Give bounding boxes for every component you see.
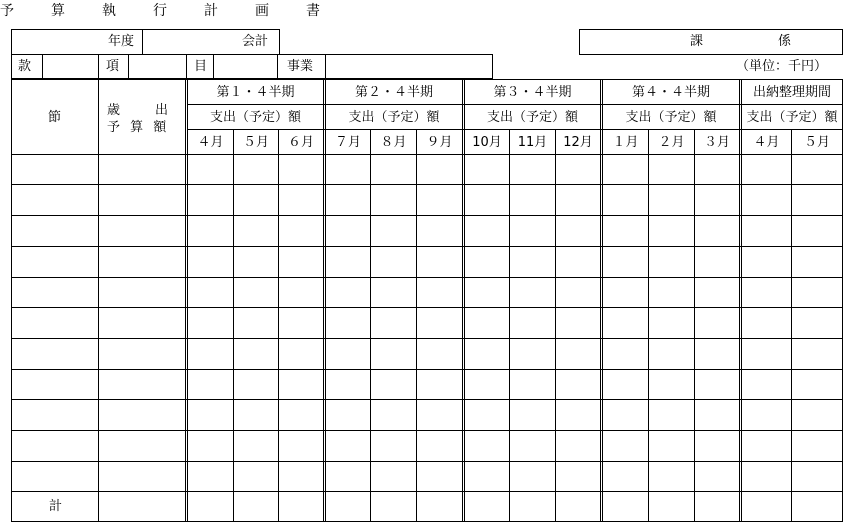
amount-cell[interactable]	[556, 308, 601, 337]
amount-cell[interactable]	[326, 462, 369, 490]
month-header: ５月	[803, 135, 830, 150]
amount-cell[interactable]	[188, 400, 232, 429]
title-char: 書	[306, 3, 320, 19]
amount-cell[interactable]	[510, 370, 554, 398]
budget-cell[interactable]	[99, 247, 186, 276]
amount-cell[interactable]	[188, 492, 232, 519]
month-header: 10月	[472, 135, 502, 150]
amount-cell[interactable]	[510, 185, 554, 214]
setsu-cell[interactable]	[12, 370, 97, 398]
amount-cell[interactable]	[234, 278, 277, 306]
amount-cell[interactable]	[417, 155, 463, 183]
amount-cell[interactable]	[556, 216, 601, 245]
amount-cell[interactable]	[510, 247, 554, 276]
amount-cell[interactable]	[603, 492, 647, 519]
month-header: ４月	[753, 135, 780, 150]
setsu-cell[interactable]	[12, 339, 97, 368]
amount-cell[interactable]	[649, 278, 693, 306]
amount-cell[interactable]	[417, 216, 463, 245]
setsu-cell[interactable]	[12, 431, 97, 460]
amount-cell[interactable]	[742, 278, 790, 306]
amount-cell[interactable]	[695, 216, 740, 245]
amount-cell[interactable]	[695, 155, 740, 183]
amount-cell[interactable]	[371, 247, 415, 276]
amount-cell[interactable]	[326, 370, 369, 398]
period-2-header: 第２・４半期	[354, 85, 433, 100]
amount-cell[interactable]	[556, 370, 601, 398]
amount-cell[interactable]	[695, 247, 740, 276]
budget-cell[interactable]	[99, 308, 186, 337]
amount-cell[interactable]	[510, 155, 554, 183]
amount-cell[interactable]	[556, 185, 601, 214]
amount-cell[interactable]	[465, 400, 508, 429]
amount-cell[interactable]	[417, 400, 463, 429]
budget-cell[interactable]	[99, 185, 186, 214]
amount-cell[interactable]	[603, 339, 647, 368]
amount-cell[interactable]	[510, 492, 554, 519]
amount-cell[interactable]	[234, 492, 277, 519]
amount-cell[interactable]	[649, 370, 693, 398]
amount-cell[interactable]	[603, 400, 647, 429]
amount-cell[interactable]	[695, 185, 740, 214]
amount-cell[interactable]	[234, 247, 277, 276]
amount-cell[interactable]	[188, 247, 232, 276]
amount-cell[interactable]	[742, 308, 790, 337]
amount-cell[interactable]	[234, 370, 277, 398]
month-header: ９月	[426, 135, 453, 150]
amount-cell[interactable]	[556, 339, 601, 368]
setsu-cell[interactable]	[12, 216, 97, 245]
amount-cell[interactable]	[279, 278, 324, 306]
amount-cell[interactable]	[279, 185, 324, 214]
budget-cell[interactable]	[99, 216, 186, 245]
amount-cell[interactable]	[465, 308, 508, 337]
setsu-cell[interactable]	[12, 155, 97, 183]
title-char: 予	[0, 3, 14, 19]
period-1-header: 第１・４半期	[216, 85, 295, 100]
period-5-header: 出納整理期間	[752, 85, 831, 100]
budget-cell[interactable]	[99, 339, 186, 368]
title-char: 計	[204, 3, 218, 19]
amount-cell[interactable]	[792, 247, 840, 276]
amount-cell[interactable]	[742, 339, 790, 368]
amount-cell[interactable]	[510, 216, 554, 245]
amount-cell[interactable]	[742, 400, 790, 429]
amount-cell[interactable]	[465, 339, 508, 368]
budget-cell[interactable]	[99, 370, 186, 398]
amount-cell[interactable]	[510, 400, 554, 429]
month-header: ７月	[334, 135, 361, 150]
expenditure-subheader-5: 支出（予定）額	[746, 110, 838, 125]
amount-cell[interactable]	[188, 462, 232, 490]
expenditure-subheader-4: 支出（予定）額	[625, 110, 717, 125]
amount-cell[interactable]	[326, 400, 369, 429]
month-header: ４月	[197, 135, 224, 150]
amount-cell[interactable]	[234, 185, 277, 214]
amount-cell[interactable]	[234, 155, 277, 183]
amount-cell[interactable]	[510, 462, 554, 490]
amount-cell[interactable]	[417, 431, 463, 460]
amount-cell[interactable]	[695, 400, 740, 429]
amount-cell[interactable]	[510, 339, 554, 368]
amount-cell[interactable]	[465, 462, 508, 490]
amount-cell[interactable]	[649, 308, 693, 337]
amount-cell[interactable]	[792, 431, 840, 460]
amount-cell[interactable]	[371, 185, 415, 214]
amount-cell[interactable]	[792, 339, 840, 368]
setsu-header: 節	[48, 110, 62, 125]
amount-cell[interactable]	[371, 278, 415, 306]
amount-cell[interactable]	[695, 278, 740, 306]
amount-cell[interactable]	[695, 339, 740, 368]
amount-cell[interactable]	[603, 216, 647, 245]
amount-cell[interactable]	[556, 278, 601, 306]
moku-label: 目	[194, 59, 208, 74]
amount-cell[interactable]	[371, 462, 415, 490]
kan-label: 款	[18, 59, 32, 74]
amount-cell[interactable]	[510, 431, 554, 460]
amount-cell[interactable]	[603, 308, 647, 337]
amount-cell[interactable]	[603, 462, 647, 490]
amount-cell[interactable]	[603, 370, 647, 398]
amount-cell[interactable]	[792, 370, 840, 398]
amount-cell[interactable]	[371, 308, 415, 337]
amount-cell[interactable]	[279, 431, 324, 460]
amount-cell[interactable]	[556, 462, 601, 490]
amount-cell[interactable]	[279, 462, 324, 490]
amount-cell[interactable]	[556, 431, 601, 460]
amount-cell[interactable]	[188, 155, 232, 183]
amount-cell[interactable]	[603, 247, 647, 276]
section-label: 課	[690, 34, 704, 49]
budget-cell[interactable]	[99, 492, 186, 519]
amount-cell[interactable]	[742, 492, 790, 519]
amount-cell[interactable]	[695, 308, 740, 337]
setsu-cell[interactable]	[12, 185, 97, 214]
amount-cell[interactable]	[603, 185, 647, 214]
month-header: 12月	[563, 135, 593, 150]
expenditure-subheader-1: 支出（予定）額	[209, 110, 301, 125]
amount-cell[interactable]	[556, 400, 601, 429]
amount-cell[interactable]	[792, 185, 840, 214]
amount-cell[interactable]	[417, 370, 463, 398]
amount-cell[interactable]	[556, 247, 601, 276]
amount-cell[interactable]	[603, 278, 647, 306]
jigyou-label: 事業	[287, 59, 314, 74]
month-header: ８月	[380, 135, 407, 150]
account-label: 会計	[242, 34, 269, 49]
amount-cell[interactable]	[649, 216, 693, 245]
amount-cell[interactable]	[465, 431, 508, 460]
amount-cell[interactable]	[695, 462, 740, 490]
month-header: ５月	[242, 135, 269, 150]
amount-cell[interactable]	[792, 492, 840, 519]
period-4-header: 第４・４半期	[631, 85, 710, 100]
amount-cell[interactable]	[371, 216, 415, 245]
amount-cell[interactable]	[417, 278, 463, 306]
year-label: 年度	[108, 34, 135, 49]
amount-cell[interactable]	[465, 492, 508, 519]
title-char: 執	[102, 3, 116, 19]
amount-cell[interactable]	[234, 462, 277, 490]
amount-cell[interactable]	[371, 400, 415, 429]
amount-cell[interactable]	[465, 278, 508, 306]
amount-cell[interactable]	[279, 308, 324, 337]
amount-cell[interactable]	[649, 492, 693, 519]
amount-cell[interactable]	[742, 247, 790, 276]
unit-label: 係	[778, 34, 792, 49]
month-header: ３月	[703, 135, 730, 150]
amount-cell[interactable]	[188, 370, 232, 398]
amount-cell[interactable]	[510, 308, 554, 337]
budget-cell[interactable]	[99, 278, 186, 306]
month-header: １月	[612, 135, 639, 150]
amount-cell[interactable]	[465, 155, 508, 183]
amount-cell[interactable]	[695, 431, 740, 460]
amount-cell[interactable]	[792, 462, 840, 490]
month-header: ６月	[287, 135, 314, 150]
amount-cell[interactable]	[742, 370, 790, 398]
amount-cell[interactable]	[326, 247, 369, 276]
amount-cell[interactable]	[792, 400, 840, 429]
setsu-cell[interactable]	[12, 400, 97, 429]
amount-cell[interactable]	[188, 278, 232, 306]
amount-cell[interactable]	[234, 339, 277, 368]
amount-cell[interactable]	[279, 492, 324, 519]
amount-cell[interactable]	[326, 155, 369, 183]
amount-cell[interactable]	[326, 308, 369, 337]
amount-cell[interactable]	[371, 492, 415, 519]
amount-cell[interactable]	[326, 278, 369, 306]
amount-cell[interactable]	[326, 492, 369, 519]
amount-cell[interactable]	[742, 155, 790, 183]
amount-cell[interactable]	[742, 462, 790, 490]
setsu-cell[interactable]	[12, 308, 97, 337]
amount-cell[interactable]	[465, 185, 508, 214]
saishutsu-header-top: 歳 出	[107, 103, 172, 118]
amount-cell[interactable]	[742, 216, 790, 245]
amount-cell[interactable]	[649, 431, 693, 460]
amount-cell[interactable]	[742, 431, 790, 460]
amount-cell[interactable]	[417, 492, 463, 519]
amount-cell[interactable]	[234, 308, 277, 337]
amount-cell[interactable]	[603, 155, 647, 183]
budget-cell[interactable]	[99, 462, 186, 490]
amount-cell[interactable]	[279, 216, 324, 245]
amount-cell[interactable]	[556, 492, 601, 519]
expenditure-subheader-2: 支出（予定）額	[348, 110, 440, 125]
amount-cell[interactable]	[279, 370, 324, 398]
budget-cell[interactable]	[99, 155, 186, 183]
amount-cell[interactable]	[234, 431, 277, 460]
amount-cell[interactable]	[649, 339, 693, 368]
amount-cell[interactable]	[326, 339, 369, 368]
amount-cell[interactable]	[188, 308, 232, 337]
amount-cell[interactable]	[326, 431, 369, 460]
amount-cell[interactable]	[417, 185, 463, 214]
amount-cell[interactable]	[188, 216, 232, 245]
amount-cell[interactable]	[279, 400, 324, 429]
amount-cell[interactable]	[279, 155, 324, 183]
amount-cell[interactable]	[188, 431, 232, 460]
setsu-cell[interactable]	[12, 247, 97, 276]
amount-cell[interactable]	[371, 155, 415, 183]
amount-cell[interactable]	[649, 247, 693, 276]
amount-cell[interactable]	[510, 278, 554, 306]
amount-cell[interactable]	[465, 370, 508, 398]
amount-cell[interactable]	[792, 308, 840, 337]
budget-cell[interactable]	[99, 400, 186, 429]
month-header: 11月	[517, 135, 548, 150]
amount-cell[interactable]	[742, 185, 790, 214]
amount-cell[interactable]	[792, 278, 840, 306]
total-row-label: 計	[49, 499, 63, 514]
amount-cell[interactable]	[279, 247, 324, 276]
amount-cell[interactable]	[695, 370, 740, 398]
unit-note: （単位：千円）	[736, 59, 828, 74]
amount-cell[interactable]	[371, 370, 415, 398]
amount-cell[interactable]	[465, 247, 508, 276]
amount-cell[interactable]	[279, 339, 324, 368]
amount-cell[interactable]	[649, 185, 693, 214]
amount-cell[interactable]	[465, 216, 508, 245]
amount-cell[interactable]	[371, 339, 415, 368]
amount-cell[interactable]	[371, 431, 415, 460]
amount-cell[interactable]	[556, 155, 601, 183]
amount-cell[interactable]	[695, 492, 740, 519]
title-char: 行	[153, 3, 167, 19]
amount-cell[interactable]	[417, 247, 463, 276]
amount-cell[interactable]	[649, 155, 693, 183]
title-char: 算	[51, 3, 65, 19]
amount-cell[interactable]	[234, 216, 277, 245]
amount-cell[interactable]	[649, 400, 693, 429]
title-char: 画	[255, 3, 269, 19]
month-header: ２月	[658, 135, 685, 150]
amount-cell[interactable]	[326, 216, 369, 245]
amount-cell[interactable]	[234, 400, 277, 429]
amount-cell[interactable]	[792, 216, 840, 245]
budget-cell[interactable]	[99, 431, 186, 460]
amount-cell[interactable]	[326, 185, 369, 214]
saishutsu-header-bottom: 予 算 額	[107, 120, 170, 135]
amount-cell[interactable]	[417, 308, 463, 337]
amount-cell[interactable]	[417, 339, 463, 368]
kou-label: 項	[106, 59, 120, 74]
amount-cell[interactable]	[792, 155, 840, 183]
setsu-cell[interactable]	[12, 462, 97, 490]
amount-cell[interactable]	[188, 339, 232, 368]
setsu-cell[interactable]	[12, 278, 97, 306]
expenditure-subheader-3: 支出（予定）額	[486, 110, 578, 125]
period-3-header: 第３・４半期	[493, 85, 572, 100]
amount-cell[interactable]	[649, 462, 693, 490]
amount-cell[interactable]	[603, 431, 647, 460]
amount-cell[interactable]	[417, 462, 463, 490]
amount-cell[interactable]	[188, 185, 232, 214]
